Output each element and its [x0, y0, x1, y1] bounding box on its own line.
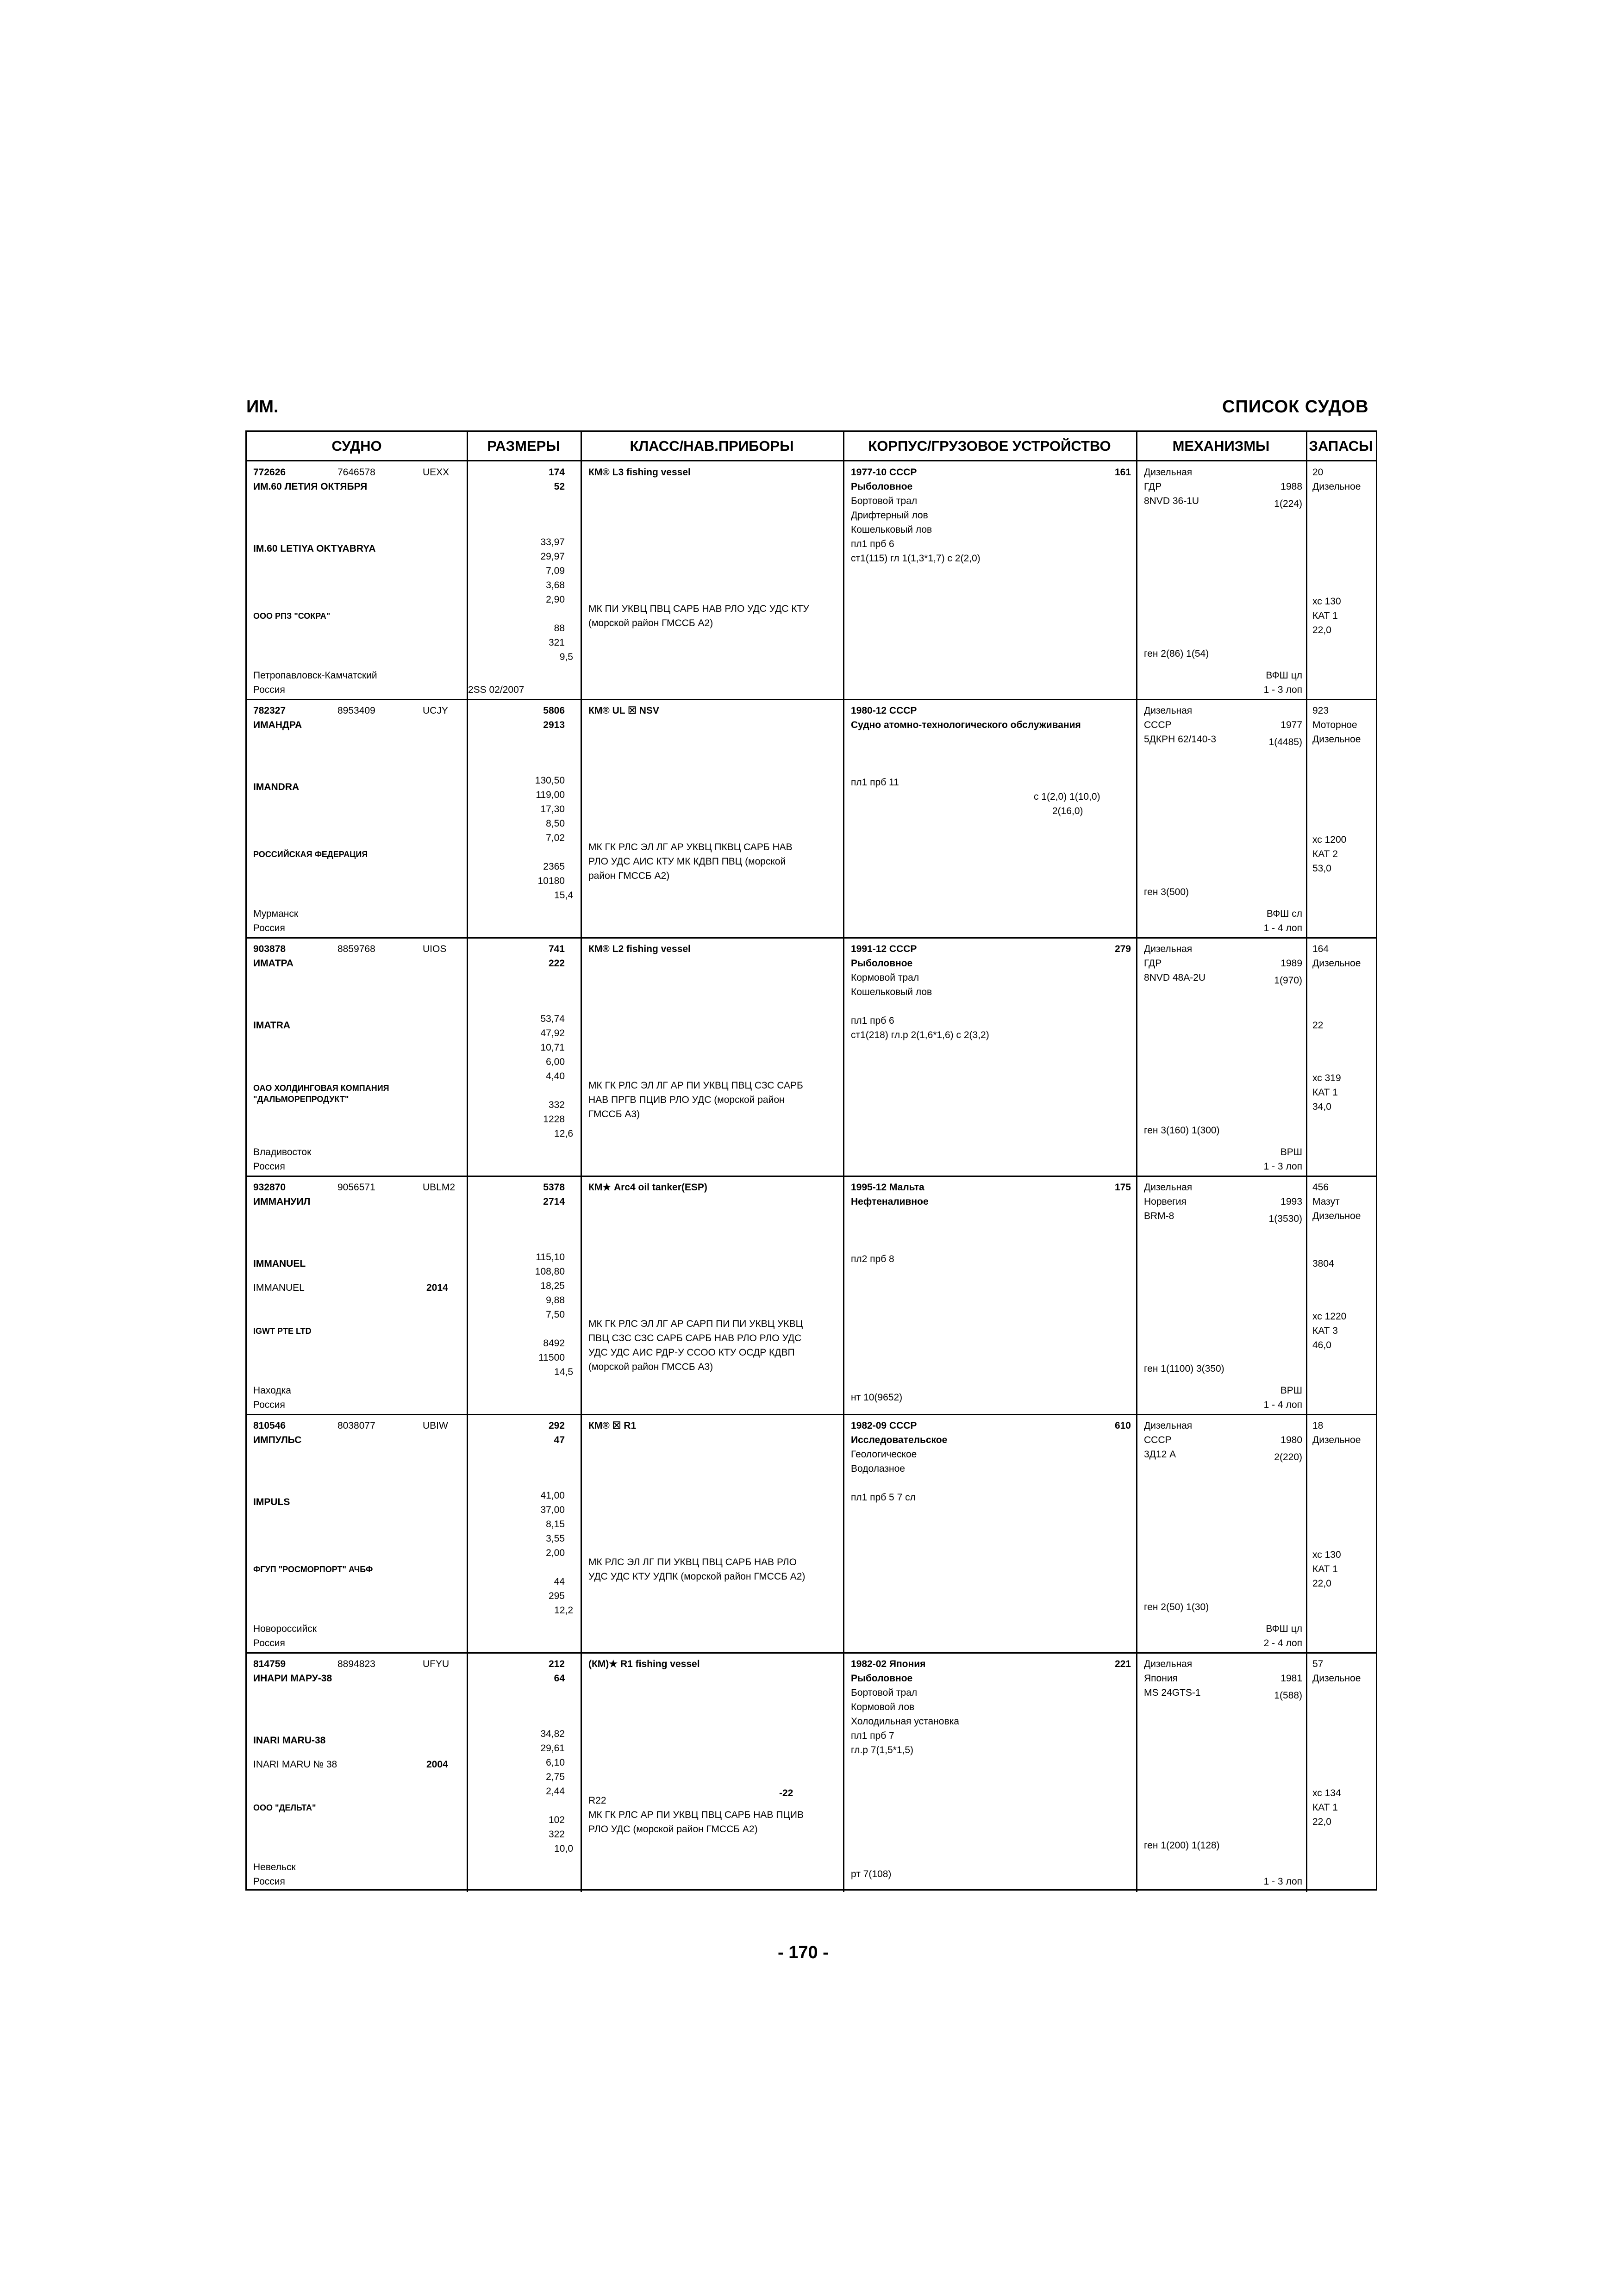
stores-low: хс 130 [1312, 1549, 1341, 1560]
ship-record [247, 1653, 1376, 1892]
hull-line: пл1 прб 6 [851, 539, 894, 549]
dimension-value: 2,44 [546, 1786, 565, 1797]
mech-power: 1(224) [1274, 498, 1302, 509]
dimension-value: 14,5 [554, 1367, 573, 1377]
stores-low: хс 130 [1312, 596, 1341, 607]
ship-imo: 7646578 [337, 467, 375, 478]
ship-port: Петропавловск-Камчатский [253, 670, 377, 681]
mech-line: Дизельная [1144, 944, 1193, 954]
stores-line: 57 [1312, 1659, 1324, 1669]
dimension-value: 2365 [543, 861, 565, 872]
ship-imo: 8038077 [337, 1420, 375, 1431]
dimension-value: 295 [548, 1591, 565, 1601]
hull-line: Бортовой трал [851, 496, 918, 506]
nav-equipment: РЛО УДС АИС КТУ МК КДВП ПВЦ (морской [588, 856, 786, 867]
dimension-value: 18,25 [540, 1281, 565, 1291]
dimension-value: 12,6 [554, 1128, 573, 1139]
stores-low: хс 1200 [1312, 834, 1347, 845]
mech-line: Норвегия [1144, 1196, 1187, 1207]
dimension-value: 10,0 [554, 1843, 573, 1854]
stores-low: хс 319 [1312, 1073, 1341, 1083]
dimension-value: 9,88 [546, 1295, 565, 1306]
nav-equipment: УДС УДС КТУ УДПК (морской район ГМССБ А2) [588, 1571, 806, 1582]
mech-line: СССР [1144, 720, 1172, 730]
mech-line: BRM-8 [1144, 1211, 1174, 1221]
hull-line: Холодильная установка [851, 1716, 959, 1727]
ships-table [245, 430, 1377, 1891]
stores-low: 22,0 [1312, 625, 1331, 635]
dimension-value: 10,71 [540, 1042, 565, 1053]
col-header-hull: КОРПУС/ГРУЗОВОЕ УСТРОЙСТВО [843, 432, 1136, 461]
dimension-value: 44 [554, 1576, 565, 1587]
ship-callsign: UEXX [423, 467, 450, 478]
dimension-value: 53,74 [540, 1014, 565, 1024]
dimension-value: 130,50 [535, 775, 565, 786]
mech-power: 1(4485) [1268, 737, 1302, 747]
ship-port: Невельск [253, 1862, 296, 1873]
stores-line: Дизельное [1312, 1211, 1361, 1221]
ship-record [247, 700, 1376, 938]
hull-bottom: нт 10(9652) [851, 1392, 903, 1403]
ship-id: 782327 [253, 705, 286, 716]
stores-line: Дизельное [1312, 1673, 1361, 1684]
ship-name: ИММАНУИЛ [253, 1196, 311, 1207]
nav-equipment: НАВ ПРГВ ПЦИВ РЛО УДС (морской район [588, 1095, 785, 1105]
propeller-blades: 2 - 4 лоп [1263, 1638, 1302, 1649]
ship-country: Россия [253, 923, 285, 933]
nav-equipment: район ГМССБ А2) [588, 871, 670, 881]
mech-year: 1977 [1280, 720, 1302, 730]
hull-number: 221 [1114, 1659, 1131, 1669]
nav-equipment: (морской район ГМССБ А3) [588, 1362, 713, 1372]
stores-line: Дизельное [1312, 481, 1361, 492]
ship-record [247, 1176, 1376, 1415]
nav-equipment: R22 [588, 1795, 606, 1806]
mech-year: 1989 [1280, 958, 1302, 969]
stores-line: Дизельное [1312, 734, 1361, 745]
ship-name-latin: IMATRA [253, 1020, 291, 1031]
ship-owner: ОАО ХОЛДИНГОВАЯ КОМПАНИЯ "ДАЛЬМОРЕПРОДУКТ" [253, 1083, 389, 1104]
mech-line: Дизельная [1144, 1420, 1193, 1431]
hull-bottom: рт 7(108) [851, 1869, 892, 1879]
col-header-ship: СУДНО [247, 432, 467, 461]
mech-line: СССР [1144, 1435, 1172, 1445]
hull-line: ст1(115) гл 1(1,3*1,7) с 2(2,0) [851, 553, 981, 564]
dimension-value: 8,50 [546, 818, 565, 829]
mech-year: 1981 [1280, 1673, 1302, 1684]
ship-name: ИНАРИ МАРУ-38 [253, 1673, 332, 1684]
dimension-value: 222 [548, 958, 565, 969]
stores-low: КАТ 1 [1312, 1564, 1338, 1574]
dimension-value: 11500 [538, 1352, 565, 1363]
generators: ген 2(50) 1(30) [1144, 1602, 1209, 1612]
hull-line: Рыболовное [851, 481, 913, 492]
ship-name-latin: IMPULS [253, 1497, 290, 1507]
ship-country: Россия [253, 1161, 285, 1172]
ship-name: ИМАТРА [253, 958, 294, 969]
dimension-value: 7,50 [546, 1309, 565, 1320]
dimension-value: 17,30 [540, 804, 565, 815]
dimension-value: 52 [554, 481, 565, 492]
col-header-dims: РАЗМЕРЫ [467, 432, 581, 461]
ship-callsign: UIOS [423, 944, 447, 954]
class-notation: КМ★ Arc4 oil tanker(ESP) [588, 1182, 707, 1193]
dimension-value: 47,92 [540, 1028, 565, 1039]
generators: ген 3(500) [1144, 887, 1189, 897]
dimension-value: 8492 [543, 1338, 565, 1349]
ship-former-name-year: 2014 [426, 1282, 448, 1293]
propeller: ВРШ [1280, 1147, 1302, 1157]
hull-line: Водолазное [851, 1463, 905, 1474]
hull-line: Дрифтерный лов [851, 510, 928, 521]
propeller-blades: 1 - 3 лоп [1263, 1161, 1302, 1172]
hull-build: 1980-12 СССР [851, 705, 917, 716]
nav-equipment: МК ГК РЛС ЭЛ ЛГ АР УКВЦ ПКВЦ САРБ НАВ [588, 842, 793, 852]
dimension-value: 8,15 [546, 1519, 565, 1530]
ship-owner: ООО РПЗ "СОКРА" [253, 611, 331, 621]
dimension-value: 29,97 [540, 551, 565, 562]
ship-record [247, 938, 1376, 1176]
hull-line: гл.р 7(1,5*1,5) [851, 1745, 914, 1755]
propeller-blades: 1 - 4 лоп [1263, 1400, 1302, 1410]
ship-imo: 8859768 [337, 944, 375, 954]
ship-port: Мурманск [253, 908, 299, 919]
stores-low: 46,0 [1312, 1340, 1331, 1350]
stores-line: 456 [1312, 1182, 1329, 1193]
ship-country: Россия [253, 1876, 285, 1887]
hull-number: 175 [1114, 1182, 1131, 1193]
stores-low: КАТ 2 [1312, 849, 1338, 859]
ship-id: 903878 [253, 944, 286, 954]
hull-line: пл2 прб 8 [851, 1254, 894, 1264]
generators: ген 1(200) 1(128) [1144, 1840, 1220, 1851]
stores-low: 34,0 [1312, 1101, 1331, 1112]
mech-line: Дизельная [1144, 1659, 1193, 1669]
dimension-value: 7,09 [546, 566, 565, 576]
dimension-value: 4,40 [546, 1071, 565, 1082]
hull-line: Кормовой трал [851, 972, 919, 983]
propeller: ВФШ цл [1266, 1624, 1302, 1634]
nav-equipment: ГМССБ А3) [588, 1109, 640, 1120]
mech-line: 8NVD 48A-2U [1144, 972, 1206, 983]
header-left: ИМ. [246, 397, 279, 417]
dimension-value: 292 [548, 1420, 565, 1431]
dimension-value: 2913 [543, 720, 565, 730]
page-number: - 170 - [778, 1943, 829, 1962]
class-notation: КМ® L2 fishing vessel [588, 944, 691, 954]
ship-imo: 8894823 [337, 1659, 375, 1669]
mech-year: 1988 [1280, 481, 1302, 492]
hull-line: пл1 прб 5 7 сл [851, 1492, 916, 1503]
propeller: ВФШ сл [1266, 908, 1302, 919]
ship-name-latin: IMANDRA [253, 782, 300, 792]
mech-line: MS 24GTS-1 [1144, 1687, 1201, 1698]
stores-line: 164 [1312, 944, 1329, 954]
nav-equipment: УДС УДС АИС РДР-У ССОО КТУ ОСДР КДВП [588, 1347, 795, 1358]
stores-low: хс 134 [1312, 1788, 1341, 1798]
dimension-value: 2714 [543, 1196, 565, 1207]
class-notation: КМ® UL ☒ NSV [588, 705, 659, 716]
mech-line: Япония [1144, 1673, 1178, 1684]
dimension-value: 3,55 [546, 1533, 565, 1544]
ship-owner: РОССИЙСКАЯ ФЕДЕРАЦИЯ [253, 850, 368, 859]
hull-build: 1982-02 Япония [851, 1659, 926, 1669]
ship-callsign: UBIW [423, 1420, 448, 1431]
ship-country: Россия [253, 1638, 285, 1649]
generators: ген 2(86) 1(54) [1144, 648, 1209, 659]
mech-line: Дизельная [1144, 467, 1193, 478]
mech-year: 1993 [1280, 1196, 1302, 1207]
ship-id: 772626 [253, 467, 286, 478]
ship-id: 814759 [253, 1659, 286, 1669]
class-notation: КМ® L3 fishing vessel [588, 467, 691, 478]
ship-name-latin: INARI MARU-38 [253, 1735, 326, 1746]
ship-owner: ООО "ДЕЛЬТА" [253, 1803, 316, 1812]
ship-record [247, 1415, 1376, 1653]
dimension-value: 88 [554, 623, 565, 634]
ship-callsign: UFYU [423, 1659, 450, 1669]
mech-line: 8NVD 36-1U [1144, 496, 1199, 506]
mech-line: ГДР [1144, 481, 1162, 492]
dimension-value: 741 [548, 944, 565, 954]
ice-class: -22 [779, 1788, 793, 1798]
dimension-value: 3,68 [546, 580, 565, 591]
dimension-value: 119,00 [536, 790, 565, 800]
hull-line: Исследовательское [851, 1435, 948, 1445]
hull-line: пл1 прб 7 [851, 1730, 894, 1741]
hull-line: Рыболовное [851, 958, 913, 969]
stores-low: хс 1220 [1312, 1311, 1347, 1322]
dimension-value: 2,00 [546, 1548, 565, 1558]
stores-line: 18 [1312, 1420, 1324, 1431]
dimension-value: 6,00 [546, 1057, 565, 1067]
dimension-value: 174 [548, 467, 565, 478]
ship-record [247, 461, 1376, 700]
mech-line: Дизельная [1144, 1182, 1193, 1193]
hull-line: Рыболовное [851, 1673, 913, 1684]
stores-line: 20 [1312, 467, 1324, 478]
mech-line: 5ДКРН 62/140-3 [1144, 734, 1217, 745]
hull-line: Нефтеналивное [851, 1196, 929, 1207]
ship-name-latin: IM.60 LETIYA OKTYABRYA [253, 543, 376, 554]
stores-line: Мазут [1312, 1196, 1340, 1207]
hull-number: 161 [1114, 467, 1131, 478]
hull-build: 1991-12 СССР [851, 944, 917, 954]
propeller: ВФШ цл [1266, 670, 1302, 681]
nav-equipment: МК ГК РЛС ЭЛ ЛГ АР САРП ПИ ПИ УКВЦ УКВЦ [588, 1319, 803, 1329]
dimension-value: 9,5 [559, 652, 573, 662]
dimension-value: 2,90 [546, 594, 565, 605]
ship-country: Россия [253, 1400, 285, 1410]
col-header-mech: МЕХАНИЗМЫ [1136, 432, 1306, 461]
ship-imo: 8953409 [337, 705, 375, 716]
ship-imo: 9056571 [337, 1182, 375, 1193]
ship-port: Новороссийск [253, 1624, 317, 1634]
nav-equipment: МК ПИ УКВЦ ПВЦ САРБ НАВ РЛО УДС УДС КТУ [588, 604, 809, 614]
mech-power: 1(970) [1274, 975, 1302, 986]
propeller-blades: 1 - 4 лоп [1263, 923, 1302, 933]
generators: ген 3(160) 1(300) [1144, 1125, 1220, 1136]
dimension-value: 5806 [543, 705, 565, 716]
nav-equipment: МК ГК РЛС ЭЛ ЛГ АР ПИ УКВЦ ПВЦ СЗС САРБ [588, 1080, 803, 1091]
stores-low: КАТ 3 [1312, 1325, 1338, 1336]
stores-low: 53,0 [1312, 863, 1331, 874]
class-notation: КМ® ☒ R1 [588, 1420, 637, 1431]
register-info: 2SS 02/2007 [468, 684, 525, 695]
stores-low: КАТ 1 [1312, 1802, 1338, 1813]
col-header-stores: ЗАПАСЫ [1306, 432, 1376, 461]
ship-owner: ФГУП "РОСМОРПОРТ" АЧБФ [253, 1565, 373, 1574]
ship-country: Россия [253, 684, 285, 695]
ship-former-name-year: 2004 [426, 1759, 448, 1770]
stores-line: Моторное [1312, 720, 1357, 730]
dimension-value: 33,97 [540, 537, 565, 548]
dimension-value: 47 [554, 1435, 565, 1445]
dimension-value: 212 [548, 1659, 565, 1669]
dimension-value: 322 [548, 1829, 565, 1840]
dimension-value: 6,10 [546, 1757, 565, 1768]
ship-name-latin: IMMANUEL [253, 1258, 306, 1269]
generators: ген 1(1100) 3(350) [1144, 1363, 1224, 1374]
hull-line: Судно атомно-технологического обслуживания [851, 720, 1081, 730]
dimension-value: 108,80 [535, 1266, 565, 1277]
mech-line: Дизельная [1144, 705, 1193, 716]
mech-line: 3Д12 А [1144, 1449, 1176, 1460]
stores-mid: 22 [1312, 1020, 1324, 1031]
hull-build: 1995-12 Мальта [851, 1182, 924, 1193]
hull-line: Бортовой трал [851, 1687, 918, 1698]
hull-extra: 2(16,0) [1052, 806, 1083, 816]
hull-extra: с 1(2,0) 1(10,0) [1034, 791, 1100, 802]
stores-line: 923 [1312, 705, 1329, 716]
dimension-value: 321 [548, 637, 565, 648]
hull-build: 1977-10 СССР [851, 467, 917, 478]
dimension-value: 1228 [543, 1114, 565, 1125]
nav-equipment: ПВЦ СЗС СЗС САРБ САРБ НАВ РЛО РЛО УДС [588, 1333, 802, 1344]
hull-line: пл1 прб 6 [851, 1015, 894, 1026]
dimension-value: 10180 [537, 876, 565, 886]
mech-year: 1980 [1280, 1435, 1302, 1445]
hull-line: ст1(218) гл.р 2(1,6*1,6) с 2(3,2) [851, 1030, 989, 1040]
mech-line: ГДР [1144, 958, 1162, 969]
hull-build: 1982-09 СССР [851, 1420, 917, 1431]
dimension-value: 15,4 [554, 890, 573, 901]
dimension-value: 7,02 [546, 833, 565, 843]
hull-number: 610 [1114, 1420, 1131, 1431]
hull-line: Кормовой лов [851, 1702, 915, 1712]
ship-name: ИМ.60 ЛЕТИЯ ОКТЯБРЯ [253, 481, 368, 492]
dimension-value: 12,2 [554, 1605, 573, 1616]
ship-id: 810546 [253, 1420, 286, 1431]
stores-line: Дизельное [1312, 1435, 1361, 1445]
mech-power: 1(588) [1274, 1690, 1302, 1701]
dimension-value: 37,00 [540, 1505, 565, 1515]
nav-equipment: МК ГК РЛС АР ПИ УКВЦ ПВЦ САРБ НАВ ПЦИВ [588, 1810, 804, 1820]
hull-line: Кошельковый лов [851, 524, 932, 535]
dimension-value: 41,00 [540, 1490, 565, 1501]
hull-line: пл1 прб 11 [851, 777, 899, 788]
ship-former-name: INARI MARU № 38 [253, 1759, 337, 1770]
propeller-blades: 1 - 3 лоп [1263, 684, 1302, 695]
ship-id: 932870 [253, 1182, 286, 1193]
dimension-value: 29,61 [540, 1743, 565, 1754]
dimension-value: 34,82 [540, 1729, 565, 1739]
stores-line: Дизельное [1312, 958, 1361, 969]
nav-equipment: РЛО УДС (морской район ГМССБ А2) [588, 1824, 758, 1835]
ship-name: ИМАНДРА [253, 720, 302, 730]
stores-low: 22,0 [1312, 1817, 1331, 1827]
hull-line: Кошельковый лов [851, 987, 932, 997]
ship-callsign: UBLM2 [423, 1182, 456, 1193]
col-header-class: КЛАСС/НАВ.ПРИБОРЫ [581, 432, 843, 461]
class-notation: (КМ)★ R1 fishing vessel [588, 1659, 700, 1669]
propeller: ВРШ [1280, 1385, 1302, 1396]
stores-low: КАТ 1 [1312, 610, 1338, 621]
stores-mid: 3804 [1312, 1258, 1334, 1269]
ship-port: Находка [253, 1385, 291, 1396]
dimension-value: 102 [548, 1815, 565, 1825]
hull-line: Геологическое [851, 1449, 917, 1460]
header-right: СПИСОК СУДОВ [1222, 397, 1369, 417]
nav-equipment: МК РЛС ЭЛ ЛГ ПИ УКВЦ ПВЦ САРБ НАВ РЛО [588, 1557, 797, 1568]
ship-name: ИМПУЛЬС [253, 1435, 302, 1445]
dimension-value: 2,75 [546, 1772, 565, 1782]
stores-low: КАТ 1 [1312, 1087, 1338, 1098]
ship-callsign: UCJY [423, 705, 448, 716]
mech-power: 1(3530) [1268, 1213, 1302, 1224]
hull-number: 279 [1114, 944, 1131, 954]
dimension-value: 332 [548, 1100, 565, 1110]
ship-former-name: IMMANUEL [253, 1282, 305, 1293]
dimension-value: 64 [554, 1673, 565, 1684]
ship-port: Владивосток [253, 1147, 312, 1157]
stores-low: 22,0 [1312, 1578, 1331, 1589]
mech-power: 2(220) [1274, 1452, 1302, 1462]
ship-owner: IGWT PTE LTD [253, 1326, 312, 1336]
propeller-blades: 1 - 3 лоп [1263, 1876, 1302, 1887]
dimension-value: 115,10 [536, 1252, 565, 1263]
dimension-value: 5378 [543, 1182, 565, 1193]
nav-equipment: (морской район ГМССБ А2) [588, 618, 713, 628]
